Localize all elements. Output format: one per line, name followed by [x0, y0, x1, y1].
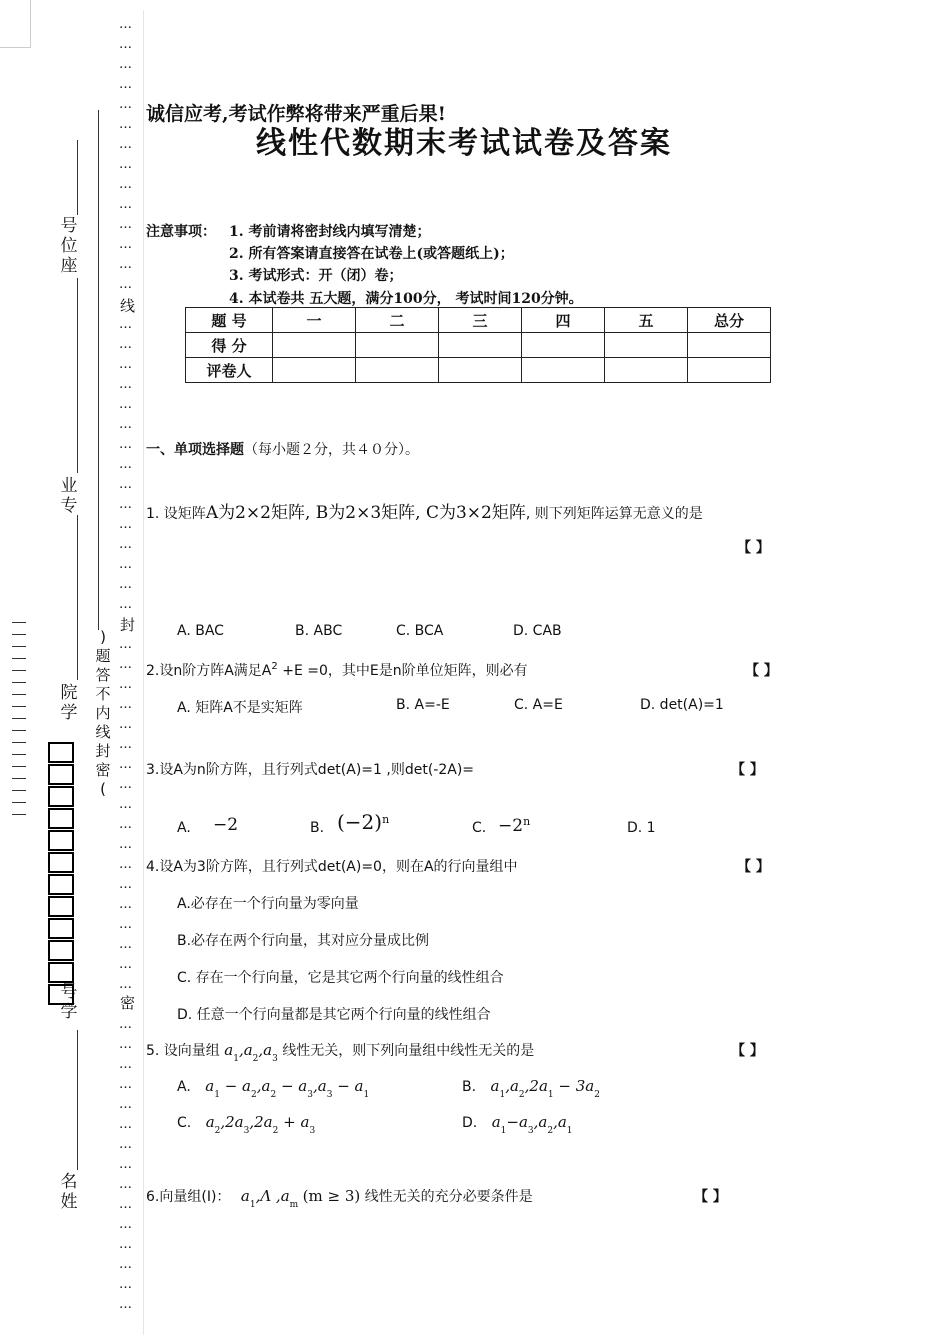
notice-label: 注意事项： — [146, 224, 216, 240]
id-digit-box[interactable] — [48, 786, 74, 807]
note-char: 密 — [95, 761, 111, 779]
q5-option-b: B. $a_1,a_2,2a_1 - 3a_2$ — [462, 1077, 600, 1100]
seat-field-line-top — [77, 140, 78, 215]
cut-dash — [12, 634, 26, 635]
name-label: 名 姓 — [60, 1172, 78, 1212]
binding-dots: … — [119, 337, 133, 352]
binding-dots: … — [119, 197, 133, 212]
cut-dash — [12, 754, 26, 755]
id-digit-box[interactable] — [48, 742, 74, 763]
binding-dots: … — [119, 597, 133, 612]
cut-dash-column — [12, 622, 26, 826]
answer-bracket-3[interactable]: 【 】 — [731, 762, 764, 778]
note-char: 内 — [95, 704, 111, 722]
binding-dots: … — [119, 517, 133, 532]
table-header-cell: 三 — [439, 308, 522, 333]
cut-dash — [12, 802, 26, 803]
binding-dots: … — [119, 717, 133, 732]
binding-dots: … — [119, 1257, 133, 1272]
binding-dots: … — [119, 697, 133, 712]
cut-dash — [12, 778, 26, 779]
binding-dots: … — [119, 1277, 133, 1292]
q2-option-b: B. A=-E — [396, 697, 450, 713]
q3-option-c-label: C. — [472, 820, 487, 836]
binding-dots: … — [119, 77, 133, 92]
student-id-boxes — [48, 742, 74, 1006]
cut-dash — [12, 814, 26, 815]
q4-option-b: B.必存在两个行向量，其对应分量成比例 — [177, 933, 430, 949]
binding-dots: … — [119, 317, 133, 332]
binding-dots: … — [119, 957, 133, 972]
question-6: 6.向量组(I)： $a_1,\Lambda$ $,a_m$ (m ≥ 3) 线性无关的充分必要条件是 — [146, 1187, 533, 1210]
note-char: 答 — [95, 666, 111, 684]
notice-item-3: 3. 考试形式：开（闭）卷； — [229, 268, 403, 284]
cut-dash — [12, 790, 26, 791]
page-corner-mark — [0, 0, 31, 48]
cut-dash — [12, 694, 26, 695]
major-label: 业 专 — [60, 476, 78, 516]
q1-option-b: B. ABC — [295, 623, 343, 639]
binding-seal-char: 封 — [120, 616, 136, 634]
binding-dots: … — [119, 157, 133, 172]
score-cell[interactable] — [522, 333, 605, 358]
binding-dots: … — [119, 497, 133, 512]
binding-dots: … — [119, 817, 133, 832]
binding-dots: … — [119, 1137, 133, 1152]
id-digit-box[interactable] — [48, 874, 74, 895]
binding-dots: … — [119, 257, 133, 272]
table-header-cell: 题 号 — [186, 308, 273, 333]
student-id-label: 号 学 — [60, 982, 78, 1022]
binding-dots: … — [119, 837, 133, 852]
binding-dots: … — [119, 1217, 133, 1232]
answer-bracket-1[interactable]: 【 】 — [737, 540, 770, 556]
score-cell[interactable] — [273, 333, 356, 358]
note-char: ( — [100, 780, 106, 798]
q2-option-a: A. 矩阵A不是实矩阵 — [177, 700, 303, 716]
binding-dots: … — [119, 737, 133, 752]
notice-item-2: 2. 所有答案请直接答在试卷上(或答题纸上)； — [229, 246, 514, 262]
section-heading: 一、单项选择题（每小题２分，共４０分）。 — [146, 442, 419, 458]
question-4: 4.设A为3阶方阵，且行列式det(A)=0，则在A的行向量组中 — [146, 859, 518, 875]
id-digit-box[interactable] — [48, 852, 74, 873]
note-char: 题 — [95, 647, 111, 665]
q3-option-a-math: −2 — [213, 815, 239, 835]
binding-dots: … — [119, 677, 133, 692]
binding-dots: … — [119, 777, 133, 792]
q3-option-b-math: $(-2)^n$ — [337, 810, 390, 834]
binding-dots: … — [119, 437, 133, 452]
binding-secret-char: 密 — [120, 994, 136, 1012]
binding-dots: … — [119, 377, 133, 392]
q5-option-a: A. $a_1 - a_2,a_2 - a_3,a_3 - a_1$ — [177, 1077, 370, 1100]
binding-dots: … — [119, 1177, 133, 1192]
binding-dots: … — [119, 217, 133, 232]
binding-fold-line — [143, 10, 144, 1335]
id-digit-box[interactable] — [48, 984, 74, 1005]
cut-dash — [12, 682, 26, 683]
score-table — [185, 307, 771, 383]
cut-dash — [12, 622, 26, 623]
binding-dots: … — [119, 1157, 133, 1172]
score-cell[interactable] — [439, 333, 522, 358]
binding-dots: … — [119, 1197, 133, 1212]
seat-label: 号 位 座 — [60, 216, 78, 276]
grader-cell[interactable] — [439, 358, 522, 383]
table-header-cell: 一 — [273, 308, 356, 333]
grader-cell[interactable] — [273, 358, 356, 383]
id-digit-box[interactable] — [48, 896, 74, 917]
question-2: 2.设n阶方阵A满足$A^2 +E =0$，其中E是n阶单位矩阵，则必有 — [146, 661, 528, 679]
table-header-cell: 二 — [356, 308, 439, 333]
score-cell[interactable] — [688, 333, 771, 358]
binding-dots: … — [119, 937, 133, 952]
binding-dots: … — [119, 57, 133, 72]
binding-line-char: 线 — [120, 297, 136, 315]
binding-dots: … — [119, 897, 133, 912]
notice-item-4: 4. 本试卷共 五大题，满分100分， 考试时间120分钟。 — [229, 291, 583, 307]
binding-dots: … — [119, 537, 133, 552]
q3-option-a-label: A. — [177, 820, 191, 836]
table-header-cell: 五 — [605, 308, 688, 333]
binding-dots: … — [119, 857, 133, 872]
note-char: 封 — [95, 742, 111, 760]
binding-dots: … — [119, 797, 133, 812]
id-digit-box[interactable] — [48, 830, 74, 851]
q4-option-a: A.必存在一个行向量为零向量 — [177, 896, 359, 912]
binding-dots: … — [119, 397, 133, 412]
q3-option-b-label: B. — [310, 820, 325, 836]
answer-bracket-5[interactable]: 【 】 — [731, 1043, 764, 1059]
cut-dash — [12, 706, 26, 707]
grader-cell[interactable] — [605, 358, 688, 383]
binding-dots: … — [119, 177, 133, 192]
cut-dash — [12, 646, 26, 647]
no-answer-inside-seal-note — [93, 628, 113, 799]
answer-bracket-4[interactable]: 【 】 — [737, 859, 770, 875]
q2-option-c: C. A=E — [514, 697, 563, 713]
question-1: 1. 设矩阵A为2×2矩阵, B为2×3矩阵, C为3×2矩阵, 则下列矩阵运算无意义的是 — [146, 503, 703, 523]
binding-dots: … — [119, 577, 133, 592]
question-3: 3.设A为n阶方阵，且行列式det(A)=1 ,则det(-2A)= — [146, 762, 475, 778]
grader-cell[interactable] — [356, 358, 439, 383]
binding-dots: … — [119, 477, 133, 492]
student-id-field-line — [77, 1030, 78, 1170]
binding-dots: … — [119, 1057, 133, 1072]
binding-dots: … — [119, 17, 133, 32]
binding-dots: … — [119, 637, 133, 652]
table-header-cell: 四 — [522, 308, 605, 333]
binding-dots: … — [119, 97, 133, 112]
cut-dash — [12, 718, 26, 719]
note-char: 线 — [95, 723, 111, 741]
binding-dots: … — [119, 357, 133, 372]
binding-dots: … — [119, 117, 133, 132]
binding-dots: … — [119, 1037, 133, 1052]
cut-dash — [12, 658, 26, 659]
id-digit-box[interactable] — [48, 764, 74, 785]
q5-option-c: C. $a_2,2a_3,2a_2 + a_3$ — [177, 1113, 316, 1136]
binding-dots: … — [119, 1297, 133, 1312]
binding-dots: … — [119, 1077, 133, 1092]
q1-option-a: A. BAC — [177, 623, 224, 639]
q4-option-d: D. 任意一个行向量都是其它两个行向量的线性组合 — [177, 1007, 491, 1023]
binding-dots: … — [119, 417, 133, 432]
note-char: 不 — [95, 685, 111, 703]
q1-option-c: C. BCA — [396, 623, 444, 639]
cut-dash — [12, 742, 26, 743]
inner-binding-line — [98, 110, 99, 630]
score-cell[interactable] — [356, 333, 439, 358]
question-5: 5. 设向量组 $a_1,a_2,a_3$ 线性无关，则下列向量组中线性无关的是 — [146, 1041, 535, 1064]
binding-dots: … — [119, 277, 133, 292]
grader-cell[interactable] — [522, 358, 605, 383]
table-header-cell: 总分 — [688, 308, 771, 333]
answer-bracket-2[interactable]: 【 】 — [745, 663, 778, 679]
binding-dots: … — [119, 237, 133, 252]
note-char: ) — [100, 628, 106, 646]
id-digit-box[interactable] — [48, 962, 74, 983]
binding-dots: … — [119, 557, 133, 572]
q5-option-d: D. $a_1-a_3,a_2,a_1$ — [462, 1113, 573, 1136]
exam-title: 线性代数期末考试试卷及答案 — [256, 126, 672, 161]
id-digit-box[interactable] — [48, 940, 74, 961]
q2-option-d: D. det(A)=1 — [640, 697, 724, 713]
seat-field-line — [77, 278, 78, 473]
q3-option-d: D. 1 — [627, 820, 656, 836]
id-digit-box[interactable] — [48, 808, 74, 829]
table-row-label: 得 分 — [186, 333, 273, 358]
notice-item-1: 1. 考前请将密封线内填写清楚； — [229, 224, 431, 240]
binding-dots: … — [119, 757, 133, 772]
binding-dots: … — [119, 137, 133, 152]
q4-option-c: C. 存在一个行向量，它是其它两个行向量的线性组合 — [177, 970, 504, 986]
answer-bracket-6[interactable]: 【 】 — [694, 1189, 727, 1205]
binding-dots: … — [119, 1017, 133, 1032]
q3-option-c-math: $-2^n$ — [498, 815, 531, 836]
binding-dots: … — [119, 1237, 133, 1252]
binding-dots: … — [119, 977, 133, 992]
table-row-label: 评卷人 — [186, 358, 273, 383]
cut-dash — [12, 730, 26, 731]
cut-dash — [12, 670, 26, 671]
binding-dots: … — [119, 457, 133, 472]
integrity-slogan: 诚信应考,考试作弊将带来严重后果! — [146, 103, 446, 125]
cut-dash — [12, 766, 26, 767]
binding-dots: … — [119, 917, 133, 932]
binding-dots: … — [119, 657, 133, 672]
score-cell[interactable] — [605, 333, 688, 358]
binding-dots: … — [119, 877, 133, 892]
college-label: 院 学 — [60, 683, 78, 723]
q1-option-d: D. CAB — [513, 623, 562, 639]
binding-dots: … — [119, 1097, 133, 1112]
major-field-line — [77, 515, 78, 680]
id-digit-box[interactable] — [48, 918, 74, 939]
grader-cell[interactable] — [688, 358, 771, 383]
binding-dots: … — [119, 1117, 133, 1132]
binding-dots: … — [119, 37, 133, 52]
